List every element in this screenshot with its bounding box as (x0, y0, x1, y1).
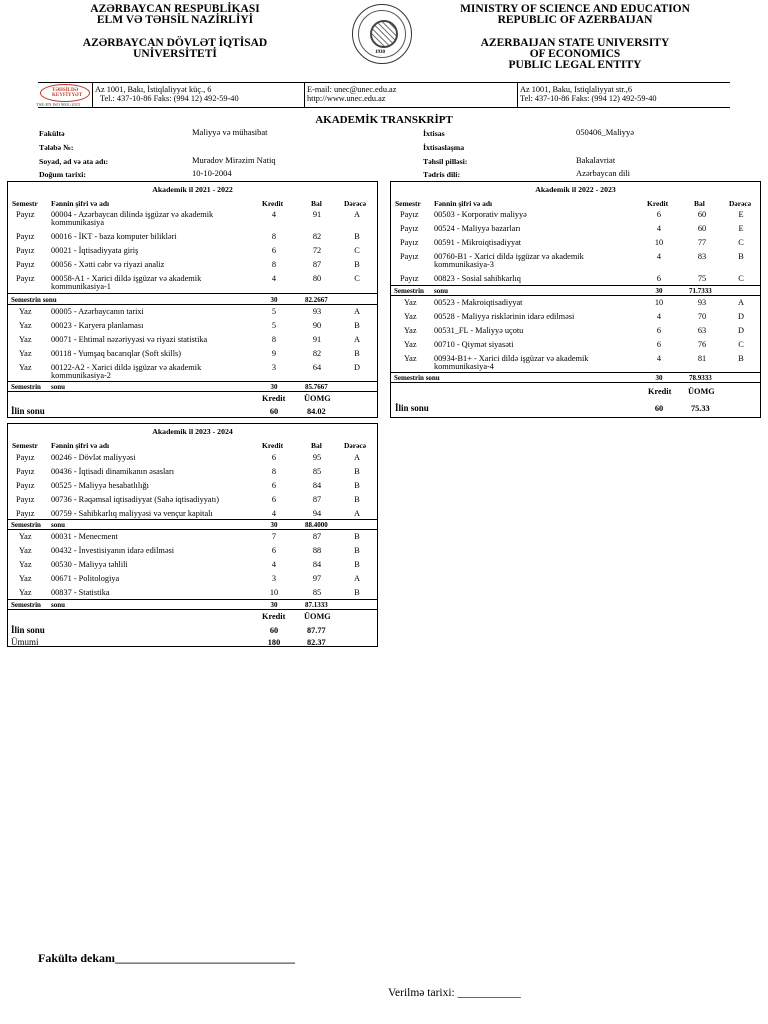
row-subject: 00523 - Makroiqtisadiyyat (434, 298, 523, 307)
year-uomg-label: ÜOMG (304, 612, 331, 621)
semester-end-sonu: sonu (51, 601, 66, 609)
col-kredit: Kredit (262, 441, 284, 450)
row-semestr: Payız (16, 509, 35, 518)
seal-year: 1930 (375, 50, 385, 55)
birth-value: 10-10-2004 (192, 168, 232, 178)
row-kredit: 6 (656, 326, 662, 335)
row-bal: 84 (312, 560, 322, 569)
row-semestr: Yaz (19, 588, 32, 597)
year-end-label: İlin sonu (11, 406, 45, 416)
row-bal: 84 (312, 481, 322, 490)
row-bal: 95 (312, 453, 322, 462)
row-semestr: Yaz (19, 363, 32, 372)
row-kredit: 4 (271, 560, 277, 569)
row-derece: C (738, 238, 744, 247)
row-subject: 00531_FL - Maliyyə uçotu (434, 326, 524, 335)
row-bal: 93 (312, 307, 322, 316)
issue-date-line: Verilmə tarixi: ___________ (388, 987, 521, 999)
col-semestr: Semestr (12, 441, 38, 450)
row-semestr: Yaz (19, 307, 32, 316)
row-semestr: Payız (16, 260, 35, 269)
specialty-label: İxtisas (423, 129, 445, 138)
divider (8, 381, 377, 382)
row-bal: 85 (312, 467, 322, 476)
row-semestr: Payız (16, 467, 35, 476)
col-bal: Bal (694, 199, 705, 208)
row-derece: B (354, 532, 360, 541)
birth-label: Doğum tarixi: (39, 170, 86, 179)
row-kredit: 4 (656, 354, 662, 363)
year-kredit: 60 (269, 407, 279, 416)
row-semestr: Yaz (19, 574, 32, 583)
row-semestr: Yaz (19, 560, 32, 569)
year-title-2022: Akademik il 2022 - 2023 (535, 185, 616, 194)
row-subject: 00591 - Mikroiqtisadiyyat (434, 238, 522, 247)
overall-uomg: 82.37 (307, 638, 326, 647)
col-subject: Fənnin şifri və adı (434, 199, 493, 208)
semester-end-kredit: 30 (270, 383, 278, 391)
row-semestr: Payız (16, 232, 35, 241)
row-kredit: 9 (271, 349, 277, 358)
row-semestr: Payız (16, 210, 35, 219)
divider (391, 372, 760, 373)
semester-end-bal: 71.7333 (689, 287, 712, 295)
row-subject-cont: kommunikasiya-1 (51, 282, 111, 291)
divider (8, 609, 377, 610)
row-semestr: Payız (16, 274, 35, 283)
semester-end-kredit: 30 (270, 296, 278, 304)
row-derece: B (738, 252, 744, 261)
row-derece: B (354, 546, 360, 555)
contact-bottom-line (38, 107, 730, 108)
divider (8, 519, 377, 520)
row-subject: 00071 - Ehtimal nəzəriyyəsi və riyazi statistika (51, 335, 208, 344)
row-kredit: 8 (271, 467, 277, 476)
row-subject: 00760-B1 - Xarici dildə işgüzar və akademik (434, 252, 584, 261)
col-subject: Fənnin şifri və adı (51, 199, 110, 208)
contact-right-2: Tel: 437-10-86 Faks: (994 12) 492-59-40 (520, 94, 657, 103)
row-bal: 87 (312, 260, 322, 269)
row-subject: 00671 - Politologiya (51, 574, 120, 583)
degree-label: Təhsil pilləsi: (423, 157, 468, 166)
row-bal: 90 (312, 321, 322, 330)
row-subject: 00528 - Maliyyə risklərinin idarə edilməsi (434, 312, 575, 321)
header-right (450, 4, 700, 71)
name-label: Soyad, ad və ata adı: (39, 157, 109, 166)
row-subject: 00503 - Korporativ maliyyə (434, 210, 527, 219)
university-seal-icon (352, 4, 412, 64)
row-derece: D (738, 312, 744, 321)
row-semestr: Yaz (404, 326, 417, 335)
row-semestr: Payız (16, 495, 35, 504)
row-subject: 00004 - Azərbaycan dilində işgüzar və akademik (51, 210, 214, 219)
row-derece: A (354, 453, 360, 462)
year-uomg: 84.02 (307, 407, 326, 416)
header-left-line-3: AZƏRBAYCAN DÖVLƏT İQTİSAD (82, 37, 268, 49)
row-semestr: Yaz (19, 335, 32, 344)
semester-end-kredit: 30 (655, 287, 663, 295)
specialization-label: İxtisaslaşma (423, 143, 465, 152)
year-uomg: 87.77 (307, 626, 326, 635)
row-semestr: Yaz (19, 532, 32, 541)
row-kredit: 8 (271, 232, 277, 241)
row-semestr: Yaz (404, 298, 417, 307)
semester-end-label: Semestrin (394, 287, 424, 295)
row-semestr: Payız (16, 246, 35, 255)
dean-signature-line: Fakültə dekanı______________________________ (38, 951, 296, 965)
row-subject: 00934-B1+ - Xarici dildə işgüzar və akademik (434, 354, 589, 363)
header-left-line-1: AZƏRBAYCAN RESPUBLİKASI (90, 3, 260, 15)
col-bal: Bal (311, 199, 322, 208)
row-bal: 64 (312, 363, 322, 372)
row-kredit: 4 (271, 509, 277, 518)
year-kredit-label: Kredit (262, 394, 286, 403)
row-bal: 85 (312, 588, 322, 597)
col-bal: Bal (311, 441, 322, 450)
language-value: Azərbaycan dili (576, 168, 631, 178)
year-kredit-label: Kredit (262, 612, 286, 621)
row-subject: 00736 - Rəqəmsal iqtisadiyyat (Sahə iqtisadiyyatı) (51, 495, 219, 504)
row-semestr: Yaz (404, 312, 417, 321)
row-subject: 00436 - İqtisadi dinamikanın əsasları (51, 467, 175, 476)
semester-end-sonu: sonu (51, 383, 66, 391)
row-subject-cont: kommunikasiya-4 (434, 362, 494, 371)
row-kredit: 10 (654, 298, 664, 307)
row-derece: C (738, 340, 744, 349)
row-derece: D (354, 363, 360, 372)
row-subject: 00525 - Maliyyə hesabatlılığı (51, 481, 149, 490)
row-semestr: Payız (400, 210, 419, 219)
col-semestr: Semestr (12, 199, 38, 208)
year-block-2021 (7, 181, 378, 418)
semester-end-kredit: 30 (270, 521, 278, 529)
row-derece: B (354, 481, 360, 490)
year-title-2021: Akademik il 2021 - 2022 (152, 185, 233, 194)
semester-end-label: Semestrin (11, 601, 41, 609)
row-derece: E (738, 224, 744, 233)
header-left-line-4: UNİVERSİTETİ (133, 48, 217, 60)
row-bal: 60 (697, 224, 707, 233)
col-subject: Fənnin şifri və adı (51, 441, 110, 450)
row-bal: 88 (312, 546, 322, 555)
row-semestr: Yaz (19, 349, 32, 358)
col-kredit: Kredit (262, 199, 284, 208)
row-derece: C (354, 274, 360, 283)
row-kredit: 8 (271, 335, 277, 344)
faculty-label: Fakültə (39, 129, 65, 138)
row-derece: A (354, 335, 360, 344)
semester-end-kredit: 30 (655, 374, 663, 382)
contact-divider-3 (517, 82, 518, 107)
divider (8, 599, 377, 600)
row-derece: A (354, 574, 360, 583)
row-bal: 80 (312, 274, 322, 283)
row-subject-cont: kommunikasiya-2 (51, 371, 111, 380)
row-bal: 70 (697, 312, 707, 321)
row-subject: 00759 - Sahibkarlıq maliyyəsi və vençur kapitalı (51, 509, 213, 518)
contact-divider-2 (304, 82, 305, 107)
semester-end-label: Semestrin sonu (11, 296, 57, 304)
year-uomg-label: ÜOMG (688, 387, 715, 396)
language-label: Tədris dili: (423, 170, 461, 179)
col-semestr: Semestr (395, 199, 421, 208)
row-kredit: 6 (656, 340, 662, 349)
contact-left-2: Tel.: 437-10-86 Faks: (994 12) 492-59-40 (100, 94, 239, 103)
semester-end-label: Semestrin sonu (394, 374, 440, 382)
header-right-line-2: REPUBLIC OF AZERBAIJAN (497, 14, 653, 26)
header-right-line-4: OF ECONOMICS (529, 48, 621, 60)
row-derece: B (354, 467, 360, 476)
year-uomg: 75.33 (691, 404, 710, 413)
year-uomg-label: ÜOMG (304, 394, 331, 403)
row-bal: 87 (312, 495, 322, 504)
year-title-2023: Akademik il 2023 - 2024 (152, 427, 233, 436)
row-derece: B (354, 588, 360, 597)
col-derece: Dərəcə (344, 199, 367, 208)
faculty-value: Maliyyə və mühasibat (192, 127, 268, 137)
contact-right-1: Az 1001, Baku, Istiqlaliyyat str.,6 (520, 85, 632, 94)
row-kredit: 6 (271, 481, 277, 490)
row-kredit: 10 (269, 588, 279, 597)
semester-end-sonu: sonu (434, 287, 449, 295)
contact-top-line (38, 82, 730, 83)
row-kredit: 4 (656, 312, 662, 321)
row-subject: 00005 - Azərbaycanın tarixi (51, 307, 144, 316)
contact-email[interactable]: E-mail: unec@unec.edu.az (307, 85, 397, 94)
row-kredit: 8 (271, 260, 277, 269)
row-bal: 75 (697, 274, 707, 283)
row-kredit: 6 (656, 274, 662, 283)
row-semestr: Yaz (19, 546, 32, 555)
row-bal: 94 (312, 509, 322, 518)
header-left (70, 4, 280, 60)
row-derece: B (354, 260, 360, 269)
row-derece: B (354, 560, 360, 569)
row-kredit: 10 (654, 238, 664, 247)
row-kredit: 5 (271, 307, 277, 316)
semester-end-label: Semestrin (11, 521, 41, 529)
row-kredit: 3 (271, 574, 277, 583)
row-subject: 00524 - Maliyyə bazarları (434, 224, 521, 233)
contact-divider-1 (92, 82, 93, 107)
student-no-label: Tələbə №: (39, 143, 74, 152)
col-derece: Dərəcə (729, 199, 752, 208)
row-bal: 76 (697, 340, 707, 349)
row-bal: 82 (312, 349, 322, 358)
semester-end-bal: 82.2667 (305, 296, 328, 304)
row-derece: A (738, 298, 744, 307)
year-kredit: 60 (654, 404, 664, 413)
row-subject: 00021 - İqtisadiyyata giriş (51, 246, 139, 255)
row-derece: C (738, 274, 744, 283)
row-bal: 91 (312, 210, 322, 219)
row-derece: B (738, 354, 744, 363)
row-derece: C (354, 246, 360, 255)
row-semestr: Payız (400, 274, 419, 283)
row-derece: A (354, 509, 360, 518)
year-block-2023 (7, 423, 378, 647)
quality-logo-text: TƏHSİLDƏ KEYFİYYƏT (52, 88, 83, 98)
row-subject: 00530 - Maliyyə təhlili (51, 560, 128, 569)
divider (8, 529, 377, 530)
row-semestr: Payız (16, 481, 35, 490)
row-derece: B (354, 232, 360, 241)
row-subject: 00118 - Yumşaq bacarıqlar (Soft skills) (51, 349, 182, 358)
quality-logo-sub: TSE-EN ISO 9001:2015 (36, 102, 81, 107)
row-subject: 00122-A2 - Xarici dildə işgüzar və akademik (51, 363, 202, 372)
divider (8, 391, 377, 392)
contact-website[interactable]: http://www.unec.edu.az (307, 94, 386, 103)
row-kredit: 7 (271, 532, 277, 541)
semester-end-bal: 85.7667 (305, 383, 328, 391)
row-derece: E (738, 210, 744, 219)
row-bal: 72 (312, 246, 322, 255)
row-subject: 00432 - İnvestisiyanın idarə edilməsi (51, 546, 175, 555)
header-left-line-2: ELM VƏ TƏHSİL NAZİRLİYİ (96, 14, 254, 26)
row-subject: 00246 - Dövlət maliyyəsi (51, 453, 136, 462)
divider (391, 295, 760, 296)
divider (391, 285, 760, 286)
row-kredit: 4 (656, 252, 662, 261)
row-kredit: 6 (271, 546, 277, 555)
row-bal: 77 (697, 238, 707, 247)
row-subject: 00710 - Qiymət siyasəti (434, 340, 514, 349)
row-semestr: Yaz (404, 354, 417, 363)
semester-end-bal: 87.1333 (305, 601, 328, 609)
year-end-label: İlin sonu (11, 625, 45, 635)
row-semestr: Yaz (19, 321, 32, 330)
row-bal: 93 (697, 298, 707, 307)
name-value: Muradov Mirəzim Natiq (192, 155, 276, 165)
row-derece: B (354, 349, 360, 358)
divider (8, 304, 377, 305)
row-kredit: 4 (656, 224, 662, 233)
row-subject: 00016 - İKT - baza komputer bilikləri (51, 232, 177, 241)
row-kredit: 6 (271, 453, 277, 462)
transcript-title: AKADEMİK TRANSKRİPT (315, 114, 453, 126)
row-derece: A (354, 210, 360, 219)
row-derece: B (354, 495, 360, 504)
row-subject: 00823 - Sosial sahibkarlıq (434, 274, 521, 283)
row-derece: A (354, 307, 360, 316)
divider (8, 293, 377, 294)
year-kredit-label: Kredit (648, 387, 672, 396)
semester-end-bal: 78.9333 (689, 374, 712, 382)
row-kredit: 4 (271, 210, 277, 219)
row-kredit: 3 (271, 363, 277, 372)
year-block-2022 (390, 181, 761, 418)
year-end-label: İlin sonu (395, 403, 429, 413)
row-bal: 87 (312, 532, 322, 541)
col-derece: Dərəcə (344, 441, 367, 450)
overall-kredit: 180 (267, 638, 281, 647)
row-semestr: Payız (400, 252, 419, 261)
row-semestr: Payız (400, 224, 419, 233)
semester-end-label: Semestrin (11, 383, 41, 391)
header-right-line-3: AZERBAIJAN STATE UNIVERSITY (480, 37, 670, 49)
row-subject: 00837 - Statistika (51, 588, 110, 597)
row-bal: 97 (312, 574, 322, 583)
row-bal: 81 (697, 354, 707, 363)
row-bal: 83 (697, 252, 707, 261)
row-semestr: Payız (400, 238, 419, 247)
semester-end-bal: 88.4000 (305, 521, 328, 529)
row-subject: 00056 - Xətti cəbr və riyazi analiz (51, 260, 165, 269)
semester-end-kredit: 30 (270, 601, 278, 609)
row-bal: 63 (697, 326, 707, 335)
degree-value: Bakalavriat (576, 155, 616, 165)
row-subject-cont: kommunikasiya (51, 218, 105, 227)
row-kredit: 6 (271, 246, 277, 255)
row-subject: 00058-A1 - Xarici dildə işgüzar və akademik (51, 274, 202, 283)
row-kredit: 6 (271, 495, 277, 504)
row-semestr: Yaz (404, 340, 417, 349)
header-right-line-1: MINISTRY OF SCIENCE AND EDUCATION (460, 3, 690, 15)
semester-end-sonu: sonu (51, 521, 66, 529)
row-derece: B (354, 321, 360, 330)
header-right-line-5: PUBLIC LEGAL ENTITY (508, 59, 642, 71)
row-subject: 00031 - Menecment (51, 532, 118, 541)
divider (391, 382, 760, 383)
specialty-value: 050406_Maliyyə (576, 127, 635, 137)
overall-label: Ümumi (11, 637, 39, 647)
row-derece: D (738, 326, 744, 335)
row-subject-cont: kommunikasiya-3 (434, 260, 494, 269)
row-bal: 91 (312, 335, 322, 344)
row-kredit: 4 (271, 274, 277, 283)
row-kredit: 6 (656, 210, 662, 219)
row-kredit: 5 (271, 321, 277, 330)
row-bal: 82 (312, 232, 322, 241)
col-kredit: Kredit (647, 199, 669, 208)
year-kredit: 60 (269, 626, 279, 635)
contact-left-1: Az 1001, Bakı, İstiqlaliyyət küç., 6 (95, 85, 212, 94)
row-bal: 60 (697, 210, 707, 219)
quality-logo-icon (40, 84, 90, 102)
row-subject: 00023 - Karyera planlaması (51, 321, 144, 330)
row-semestr: Payız (16, 453, 35, 462)
